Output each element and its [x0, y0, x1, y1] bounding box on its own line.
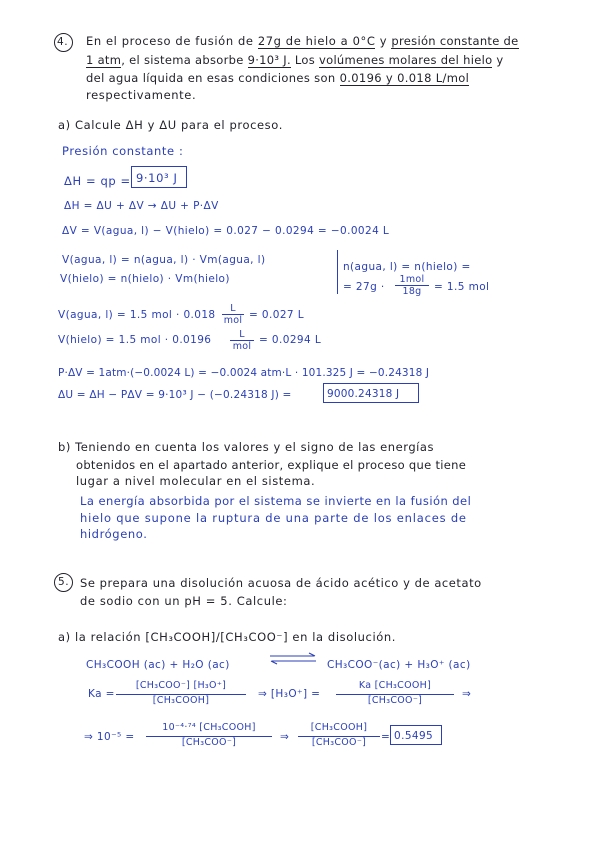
ratio-result-fraction [298, 722, 380, 748]
h3o-tail: ⇒ [462, 688, 472, 700]
ratio-frac-den: [CH₃COO⁻] [146, 736, 272, 748]
v-hielo-calc-b: = 0.0294 L [259, 334, 322, 346]
ratio-frac-num: 10⁻⁴·⁷⁴ [CH₃COOH] [162, 722, 256, 733]
q4-l2f: y [496, 53, 504, 67]
v-agua-relation: V(agua, l) = n(agua, l) · Vm(agua, l) [62, 254, 266, 266]
dv-equation: ΔV = V(agua, l) − V(hielo) = 0.027 − 0.0294 = −0.0024 L [62, 225, 390, 237]
ka-lhs: Ka = [88, 688, 115, 700]
v-hielo-frac-num: L [239, 329, 245, 340]
dh-relation: ΔH = ΔU + ΔV → ΔU + P·ΔV [64, 200, 219, 212]
h3o-frac-den: [CH₃COO⁻] [336, 694, 454, 706]
h3o-frac-num: Ka [CH₃COOH] [358, 680, 432, 691]
n-calc-b: = 1.5 mol [434, 281, 490, 293]
ka-frac-den: [CH₃COOH] [116, 694, 246, 706]
q5-part-a-question: a) la relación [CH₃COOH]/[CH₃COO⁻] en la disolución. [58, 630, 397, 644]
v-agua-frac-den: mol [223, 315, 243, 326]
q4-l2d: Los [294, 53, 316, 67]
q4-line-3 [86, 71, 469, 85]
q4-l3a: del agua líquida en esas condiciones son [86, 71, 336, 85]
ka-fraction [116, 680, 246, 706]
v-hielo-fraction [230, 329, 254, 352]
n-frac-den: 18g [395, 285, 429, 297]
equilibrium-left: CH₃COOH (ac) + H₂O (ac) [86, 659, 230, 671]
equilibrium-arrows-icon [268, 652, 318, 666]
q4-l2b: , el sistema absorbe [121, 53, 244, 67]
q4-l1c: y [379, 34, 388, 48]
h3o-fraction [336, 680, 454, 706]
v-hielo-frac-den: mol [230, 340, 254, 352]
ratio-middle: ⇒ [280, 731, 290, 743]
q4-part-b-answer-2: hielo que supone la ruptura de una parte de los enlaces de [80, 511, 467, 525]
q4-line-1 [86, 34, 519, 48]
v-hielo-relation: V(hielo) = n(hielo) · Vm(hielo) [60, 273, 230, 285]
ratio-result-den: [CH₃COO⁻] [298, 736, 380, 748]
ratio-fraction [146, 722, 272, 748]
question-4-number: 4. [57, 36, 69, 48]
q5-line-2: de sodio con un pH = 5. Calcule: [80, 594, 288, 608]
dh-lhs: ΔH = qp = [64, 174, 131, 188]
du-lhs: ΔU = ΔH − PΔV = 9·10³ J − (−0.24318 J) = [58, 389, 292, 401]
q4-part-b-line-2: obtenidos en el apartado anterior, explique el proceso que tiene [76, 458, 467, 472]
n-relation: n(agua, l) = n(hielo) = [343, 261, 471, 273]
dh-result: 9·10³ J [136, 171, 178, 185]
q4-line-4: respectivamente. [86, 88, 197, 102]
v-agua-calc-a: V(agua, l) = 1.5 mol · 0.018 [58, 309, 216, 321]
n-frac-num: 1mol [399, 274, 425, 285]
q4-part-b-answer-1: La energía absorbida por el sistema se invierte en la fusión del [80, 494, 472, 508]
q4-part-b-answer-3: hidrógeno. [80, 527, 148, 541]
v-hielo-calc-a: V(hielo) = 1.5 mol · 0.0196 [58, 334, 212, 346]
v-agua-calc-b: = 0.027 L [249, 309, 304, 321]
q4-part-b-line-1: b) Teniendo en cuenta los valores y el signo de las energías [58, 440, 435, 454]
question-5-number: 5. [58, 576, 70, 588]
v-agua-frac-num: L [230, 303, 236, 314]
q4-line-2 [86, 53, 504, 67]
q4-l1d: presión constante de [391, 34, 519, 48]
ratio-equals: = [381, 731, 391, 743]
q4-l3b: 0.0196 y 0.018 L/mol [339, 71, 470, 85]
n-fraction [395, 274, 429, 297]
q4-l1b: 27g de hielo a 0°C [257, 34, 376, 48]
q5-line-1: Se prepara una disolución acuosa de ácido acético y de acetato [80, 576, 482, 590]
q4-part-a-question: a) Calcule ΔH y ΔU para el proceso. [58, 118, 283, 132]
q4-l2a: 1 atm [86, 53, 122, 67]
equilibrium-right: CH₃COO⁻(ac) + H₃O⁺ (ac) [327, 659, 471, 671]
q4-l2e: volúmenes molares del hielo [319, 53, 493, 67]
ratio-result-num: [CH₃COOH] [310, 722, 368, 733]
n-calc-a: = 27g · [343, 281, 385, 293]
ratio-lhs: ⇒ 10⁻⁵ = [84, 731, 135, 743]
v-agua-fraction [222, 303, 244, 326]
q4-l1a: En el proceso de fusión de [86, 34, 254, 48]
q4-l2c: 9·10³ J. [247, 53, 291, 67]
ka-middle: ⇒ [H₃O⁺] = [258, 688, 321, 700]
du-result: 9000.24318 J [327, 388, 400, 400]
ratio-result: 0.5495 [394, 730, 434, 742]
q4-part-b-line-3: lugar a nivel molecular en el sistema. [76, 474, 316, 488]
ka-frac-num: [CH₃COO⁻] [H₃O⁺] [135, 680, 227, 691]
brace-line [337, 250, 338, 294]
presion-constante: Presión constante : [62, 144, 184, 158]
p-dv-equation: P·ΔV = 1atm·(−0.0024 L) = −0.0024 atm·L · 101.325 J = −0.24318 J [58, 367, 430, 379]
